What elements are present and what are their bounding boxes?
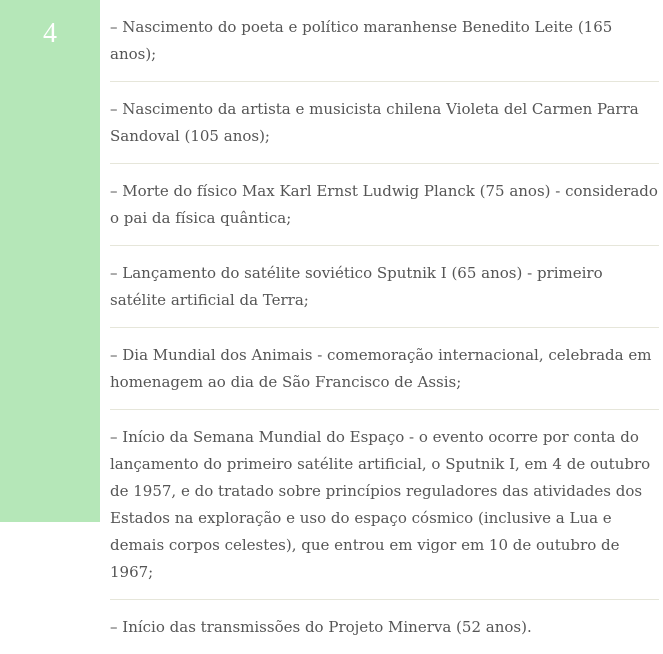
event-item: – Início da Semana Mundial do Espaço - o evento ocorre por conta do lançamento do primeiro satélite artificial, o Sputnik I, em 4 de outubro de 1957, e do tratado sobre princípios reguladores das atividades dos Estados na exploração e uso do espaço cósmico (inclusive a Lua e demais corpos celestes), que entrou em vigor em 10 de outubro de 1967; — [110, 410, 659, 600]
event-item: – Lançamento do satélite soviético Sputnik I (65 anos) - primeiro satélite artificial da Terra; — [110, 246, 659, 328]
event-item: – Nascimento do poeta e político maranhense Benedito Leite (165 anos); — [110, 0, 659, 82]
event-item: – Nascimento da artista e musicista chilena Violeta del Carmen Parra Sandoval (105 anos); — [110, 82, 659, 164]
day-number: 4 — [43, 18, 57, 49]
event-item: – Início das transmissões do Projeto Minerva (52 anos). — [110, 618, 532, 636]
event-item: – Morte do físico Max Karl Ernst Ludwig Planck (75 anos) - considerado o pai da física quântica; — [110, 164, 659, 246]
day-column — [0, 0, 100, 522]
event-item: – Dia Mundial dos Animais - comemoração internacional, celebrada em homenagem ao dia de São Francisco de Assis; — [110, 328, 659, 410]
events-list — [100, 0, 663, 636]
